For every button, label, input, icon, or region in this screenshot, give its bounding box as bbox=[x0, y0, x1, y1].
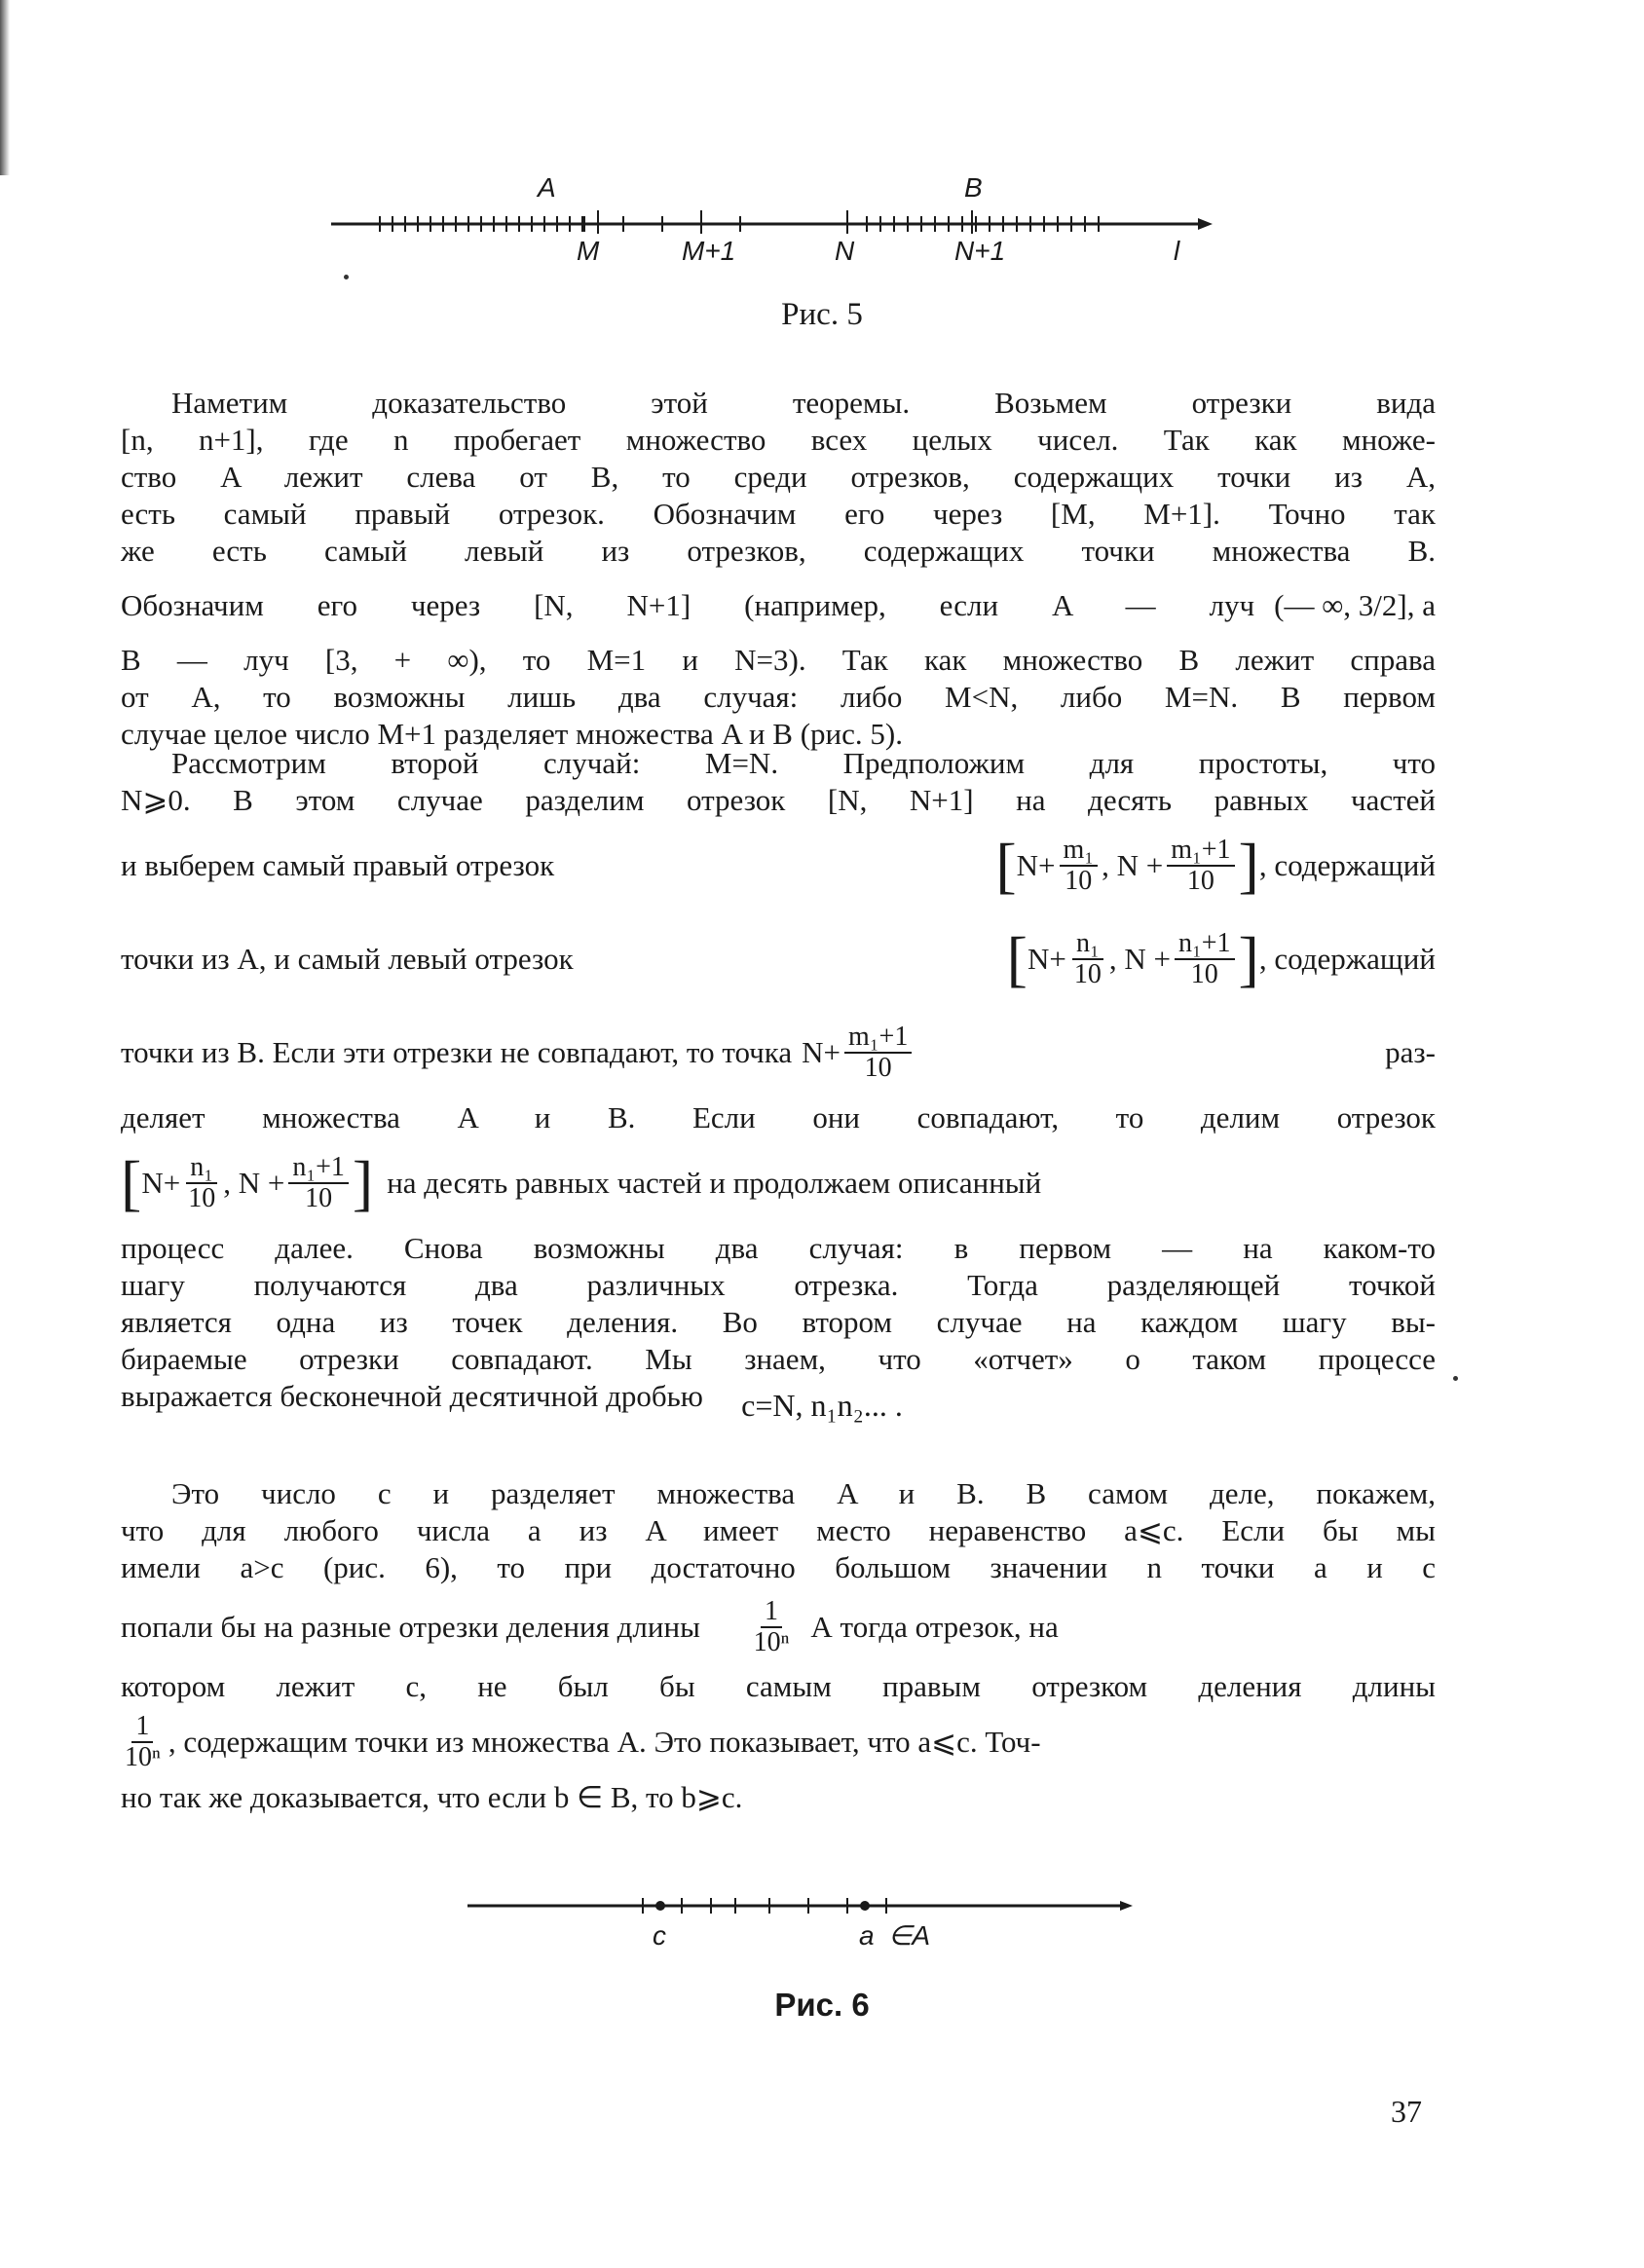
label-B: B bbox=[964, 172, 983, 203]
text-line: B — луч [3, + ∞), то M=1 и N=3). Так как множество B лежит справа bbox=[121, 643, 1436, 677]
label-in-A: ∈A bbox=[888, 1920, 931, 1951]
text-span: , содержащий bbox=[1258, 942, 1436, 976]
label-a: a bbox=[859, 1920, 875, 1951]
point-c bbox=[655, 1901, 665, 1911]
arrow-head bbox=[1120, 1901, 1133, 1911]
text-line: Наметим доказательство этой теоремы. Возьмем отрезки вида bbox=[171, 386, 1436, 420]
text-span: Обозначим его через [N, N+1] (например, если A — луч bbox=[121, 588, 1255, 622]
text-line: котором лежит c, не был бы самым правым отрезком деления длины bbox=[121, 1669, 1436, 1703]
text-line: но так же доказывается, что если b ∈ B, то b⩾c. bbox=[121, 1780, 743, 1814]
text-line: [n, n+1], где n пробегает множество всех целых чисел. Так как множе- bbox=[121, 423, 1436, 457]
inline-interval: (— ∞, 3/2], а bbox=[1274, 588, 1436, 622]
text-line: и выберем самый правый отрезок [ N+ $\frac{\text{m₁}}{10}$ , N + $\frac{\text{m₁+1}}{10}$ ] , содержащий bbox=[121, 831, 1436, 900]
axis-ticks bbox=[380, 210, 1099, 234]
text-line: N⩾0. В этом случае разделим отрезок [N, N+1] на десять равных частей bbox=[121, 783, 1436, 817]
text-line: случае целое число M+1 разделяет множества A и B (рис. 5). bbox=[121, 717, 903, 751]
text-line: процесс далее. Снова возможны два случая: в первом — на каком-то bbox=[121, 1231, 1436, 1265]
paragraph-1 bbox=[121, 385, 1436, 753]
text-line: точки из B. Если эти отрезки не совпадают, то точка N+ $\frac{\text{m₁+1}}{10}$ раз- bbox=[121, 1022, 1436, 1083]
paragraph-3 bbox=[121, 1475, 1436, 1816]
text-line: Рассмотрим второй случай: M=N. Предположим для простоты, что bbox=[171, 746, 1436, 780]
text-span: А тогда отрезок, на bbox=[810, 1610, 1059, 1644]
text-line: же есть самый левый из отрезков, содержащих точки множества B. bbox=[121, 534, 1436, 568]
text-line: шагу получаются два различных отрезка. Тогда разделяющей точкой bbox=[121, 1268, 1436, 1302]
tick-label-M: M bbox=[577, 236, 600, 266]
text-line: что для любого числа a из A имеет место неравенство a⩽c. Если бы мы bbox=[121, 1513, 1436, 1547]
text-line bbox=[121, 570, 1436, 642]
text-line: деляет множества A и B. Если они совпадают, то делим отрезок bbox=[121, 1100, 1436, 1134]
text-span: раз- bbox=[1385, 1035, 1436, 1069]
figure-6-number-line bbox=[458, 1884, 1140, 1962]
point-a bbox=[860, 1901, 870, 1911]
text-line: точки из A, и самый левый отрезок [ N+ $\frac{\text{n₁}}{10}$ , N + $\frac{\text{n₁+1}}{10}$ ] , содержащий bbox=[121, 924, 1436, 993]
tick-label-l: l bbox=[1174, 236, 1180, 266]
decimal-formula: c=N, n₁n₂... . bbox=[741, 1388, 903, 1423]
label-A: A bbox=[538, 172, 556, 203]
scan-edge bbox=[0, 0, 10, 175]
text-line: $\frac{1}{\text{10ⁿ}}$ , содержащим точки из множества A. Это показывает, что a⩽c. Точ- bbox=[121, 1705, 1436, 1779]
tick-label-N: N bbox=[835, 236, 855, 266]
text-span: точки из B. Если эти отрезки не совпадают, то точка bbox=[121, 1035, 793, 1069]
text-span: точки из A, и самый левый отрезок bbox=[121, 942, 574, 976]
text-span: , содержащим точки из множества A. Это показывает, что a⩽c. Точ- bbox=[168, 1725, 1041, 1759]
tick-label-M+1: M+1 bbox=[682, 236, 736, 266]
text-span: попали бы на разные отрезки деления длины bbox=[121, 1610, 700, 1644]
figure-5-number-line bbox=[321, 166, 1237, 273]
text-span: на десять равных частей и продолжаем описанный bbox=[387, 1166, 1042, 1200]
label-c: c bbox=[653, 1920, 666, 1951]
text-line: ство A лежит слева от B, то среди отрезков, содержащих точки из A, bbox=[121, 460, 1436, 494]
paragraph-2 bbox=[121, 745, 1436, 1415]
figure-6-caption: Рис. 6 bbox=[774, 1987, 870, 2023]
text-line: является одна из точек деления. Во втором случае на каждом шагу вы- bbox=[121, 1305, 1436, 1339]
text-line: от A, то возможны лишь два случая: либо M<N, либо M=N. В первом bbox=[121, 680, 1436, 714]
text-line: имели a>c (рис. 6), то при достаточно большом значении n точки a и c bbox=[121, 1550, 1436, 1584]
text-line: Это число c и разделяет множества A и B. В самом деле, покажем, bbox=[171, 1476, 1436, 1510]
text-line: бираемые отрезки совпадают. Мы знаем, что «отчет» о таком процессе bbox=[121, 1342, 1436, 1376]
text-line: [ N+ $\frac{\text{n₁}}{10}$ , N + $\frac{\text{n₁+1}}{10}$ ] на десять равных частей и продолжаем описанный bbox=[121, 1136, 1436, 1230]
text-span: и выберем самый правый отрезок bbox=[121, 848, 555, 882]
speck bbox=[1453, 1376, 1458, 1381]
text-line: есть самый правый отрезок. Обозначим его через [M, M+1]. Точно так bbox=[121, 497, 1436, 531]
speck bbox=[344, 275, 349, 279]
text-line: попали бы на разные отрезки деления длины $\frac{1}{\text{10ⁿ}}$ А тогда отрезок, на bbox=[121, 1586, 1436, 1668]
figure-5-caption: Рис. 5 bbox=[781, 297, 863, 332]
text-span: , содержащий bbox=[1258, 848, 1436, 882]
tick-label-N+1: N+1 bbox=[954, 236, 1006, 266]
page-number: 37 bbox=[1391, 2094, 1422, 2129]
text-line: выражается бесконечной десятичной дробью bbox=[121, 1379, 703, 1413]
arrow-head bbox=[1198, 218, 1213, 230]
